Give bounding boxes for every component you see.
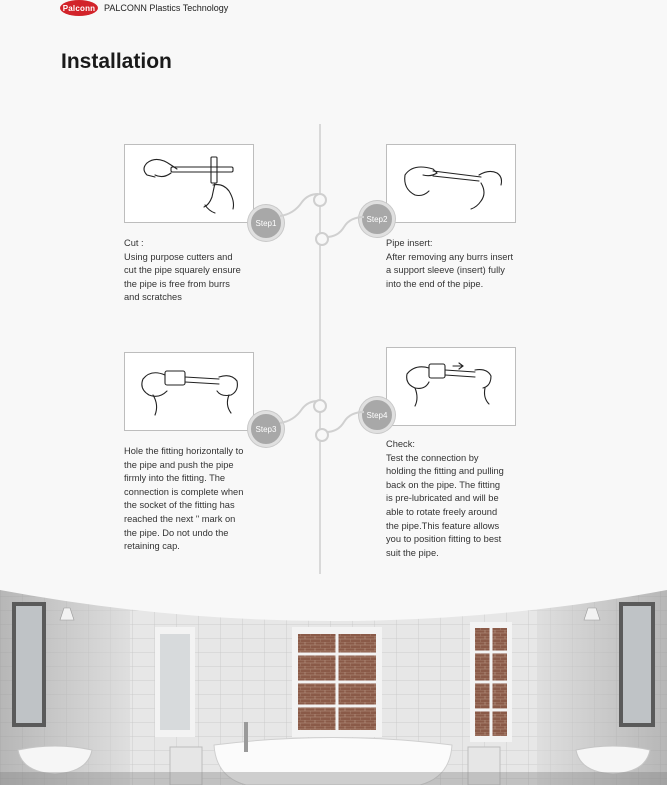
step1-text: Cut : Using purpose cutters and cut the pipe squarely ensure the pipe is free from burrs and scratches [124, 238, 241, 303]
step2-illustration [386, 144, 516, 223]
palconn-logo: Palconn [60, 0, 98, 16]
push-fitting-icon [125, 353, 253, 430]
brand-header [60, 0, 228, 16]
check-connection-icon [387, 348, 515, 425]
step4-illustration [386, 347, 516, 426]
bathroom-scene-image [0, 582, 667, 785]
bathroom-photo [0, 582, 667, 785]
cut-pipe-icon [125, 145, 253, 222]
step1-illustration [124, 144, 254, 223]
step2-text: Pipe insert: After removing any burrs insert a support sleeve (insert) fully into the end of the pipe. [386, 238, 514, 289]
step2-node [315, 232, 329, 246]
step1-node [313, 193, 327, 207]
step1-badge: Step1 [248, 205, 284, 241]
step3-text: Hole the fitting horizontally to the pipe and push the pipe firmly into the fitting. The connection is complete when the socket of the fitting has reached the next " mark on the pipe. Do not undo the retaining cap. [124, 446, 244, 552]
step4-badge: Step4 [359, 397, 395, 433]
step3-illustration [124, 352, 254, 431]
step3-badge: Step3 [248, 411, 284, 447]
step4-text: Check: Test the connection by holding the fitting and pulling back on the pipe. The fitting is pre-lubricated and will be able to rotate freely around the pipe.This feature allows you to position fitting to best suit the pipe. [386, 439, 504, 558]
pipe-insert-icon [387, 145, 515, 222]
brand-name: PALCONN Plastics Technology [104, 3, 229, 13]
step2-badge: Step2 [359, 201, 395, 237]
page-title: Installation [61, 50, 172, 73]
step4-node [315, 428, 329, 442]
